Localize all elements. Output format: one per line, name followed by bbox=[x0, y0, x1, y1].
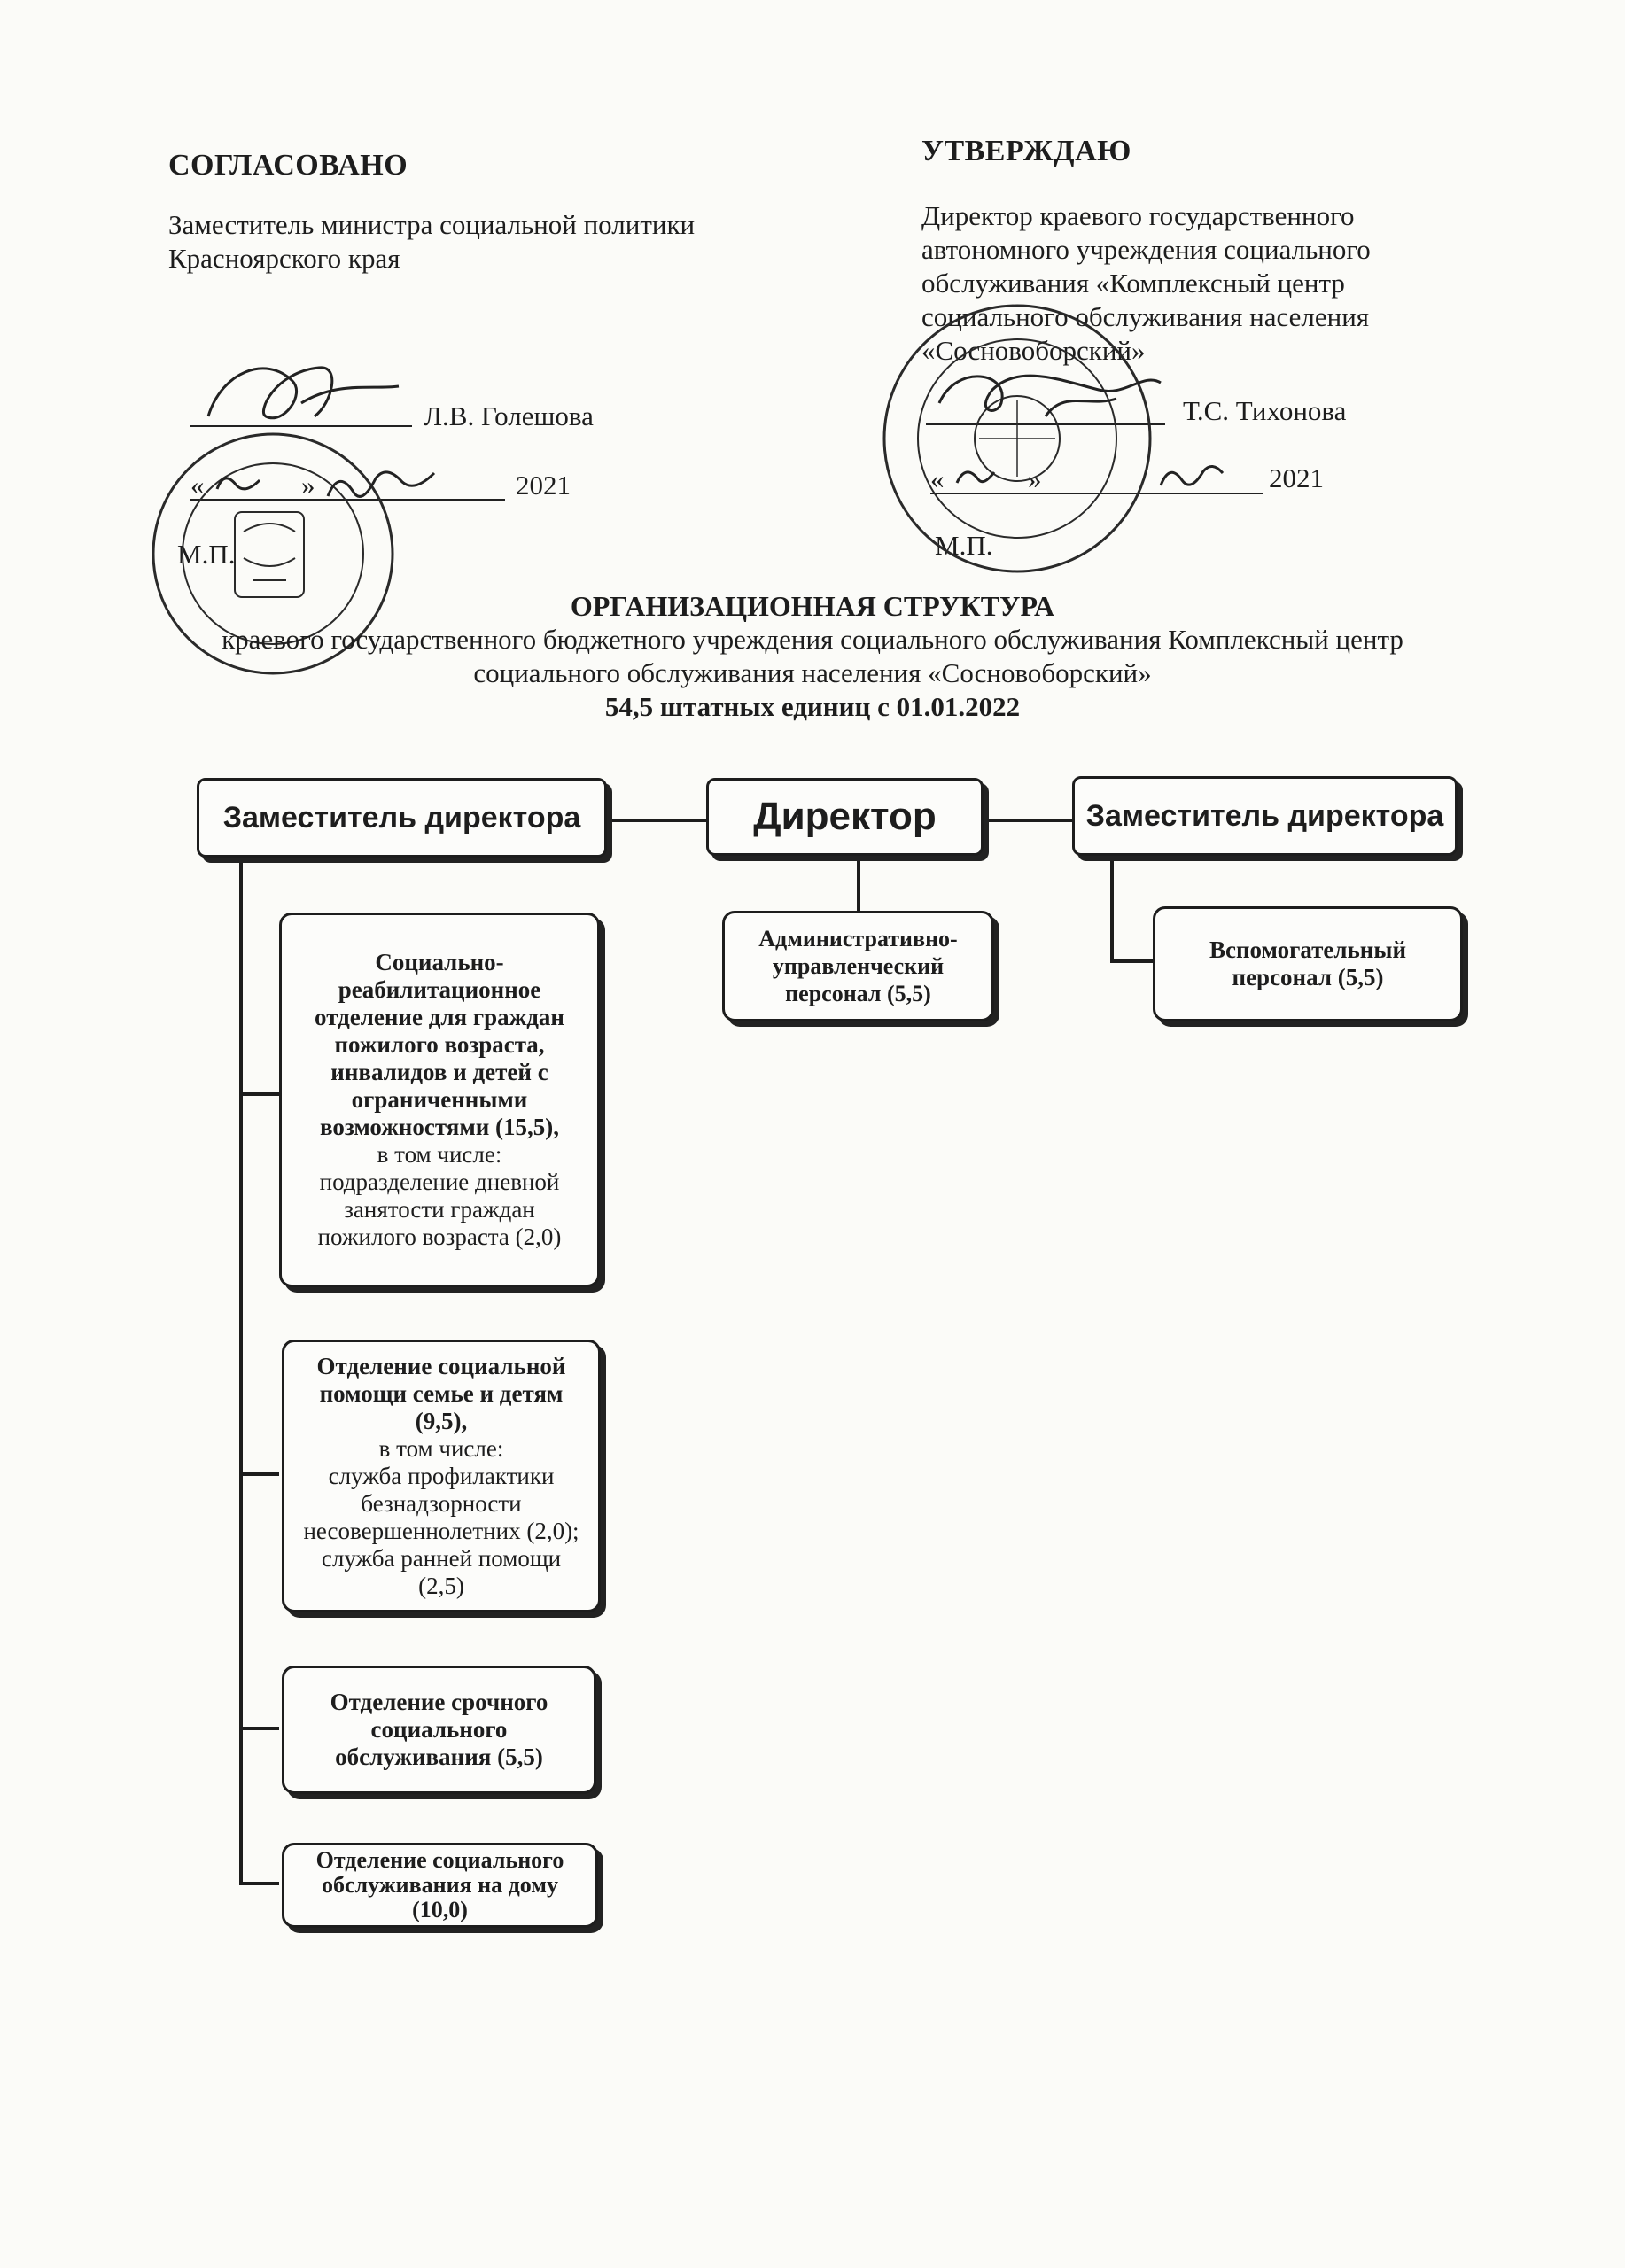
connector-right-vertical bbox=[1110, 855, 1114, 961]
department-box-rehab bbox=[279, 913, 600, 1287]
approval-left-position: Заместитель министра социальной политики Красноярского края bbox=[168, 209, 696, 274]
support-staff-box bbox=[1153, 906, 1463, 1021]
connector-director-admin bbox=[857, 855, 860, 913]
admin-staff-box bbox=[722, 911, 994, 1021]
connector-dept-3 bbox=[239, 1727, 279, 1730]
deputy-director-right-box bbox=[1072, 776, 1458, 856]
document-subtitle-line2: социального обслуживания населения «Сосновоборский» bbox=[473, 657, 1152, 688]
date-left-open-quote: « bbox=[190, 470, 205, 501]
support-staff-label: Вспомогательный персонал (5,5) bbox=[1209, 936, 1406, 990]
director-box bbox=[706, 778, 984, 856]
approval-right-position: Директор краевого государственного автономного учреждения социального обслуживания «Комплексный центр социального обслуживания населения «Сосновоборский» bbox=[921, 200, 1371, 366]
date-left-close-quote: » bbox=[301, 470, 315, 501]
connector-dept-1 bbox=[239, 1092, 279, 1096]
connector-left-vertical bbox=[239, 858, 243, 1885]
connector-left-director bbox=[607, 819, 706, 822]
department-rehab-title: Социально- реабилитационное отделение для граждан пожилого возраста, инвалидов и детей с ограниченными возможностями (15,5), bbox=[315, 949, 564, 1140]
department-box-home bbox=[282, 1843, 598, 1928]
stamp-label-right: М.П. bbox=[935, 530, 993, 561]
deputy-director-right-label: Заместитель директора bbox=[1085, 798, 1444, 833]
connector-dept-4 bbox=[239, 1882, 279, 1885]
date-right-open-quote: « bbox=[930, 463, 945, 494]
department-home-title: Отделение социального обслуживания на дому (10,0) bbox=[315, 1847, 564, 1922]
approval-left-year: 2021 bbox=[516, 470, 571, 501]
department-box-urgent bbox=[282, 1666, 596, 1794]
approval-right-title: УТВЕРЖДАЮ bbox=[921, 135, 1131, 167]
connector-dept-2 bbox=[239, 1472, 279, 1476]
stamp-label-left: М.П. bbox=[177, 539, 236, 570]
department-family-title: Отделение социальной помощи семье и детям (9,5), bbox=[316, 1352, 566, 1434]
department-family-details: в том числе: служба профилактики безнадзорности несовершеннолетних (2,0); служба ранней помощи (2,5) bbox=[303, 1434, 579, 1599]
director-label: Директор bbox=[753, 795, 937, 838]
admin-staff-label: Административно- управленческий персонал (5,5) bbox=[758, 926, 958, 1006]
deputy-director-left-box bbox=[197, 778, 607, 858]
approval-right-name: Т.С. Тихонова bbox=[1183, 395, 1347, 426]
approval-right-year: 2021 bbox=[1269, 462, 1324, 493]
deputy-director-left-label: Заместитель директора bbox=[222, 800, 581, 835]
staff-count: 54,5 штатных единиц с 01.01.2022 bbox=[604, 691, 1021, 722]
stamp-right bbox=[884, 306, 1150, 571]
department-rehab-details: в том числе: подразделение дневной занятости граждан пожилого возраста (2,0) bbox=[317, 1141, 562, 1250]
department-box-family bbox=[282, 1340, 601, 1612]
signature-right bbox=[939, 376, 1223, 485]
connector-director-right bbox=[984, 819, 1072, 822]
date-right-close-quote: » bbox=[1028, 463, 1042, 494]
approval-left-name: Л.В. Голешова bbox=[424, 400, 594, 431]
approval-left-title: СОГЛАСОВАНО bbox=[168, 149, 408, 182]
document-title: ОРГАНИЗАЦИОННАЯ СТРУКТУРА bbox=[570, 590, 1055, 622]
document-subtitle-line1: краевого государственного бюджетного учреждения социального обслуживания Комплексный центр bbox=[222, 624, 1403, 655]
connector-right-support bbox=[1110, 959, 1153, 963]
department-urgent-title: Отделение срочного социального обслуживания (5,5) bbox=[330, 1689, 548, 1770]
